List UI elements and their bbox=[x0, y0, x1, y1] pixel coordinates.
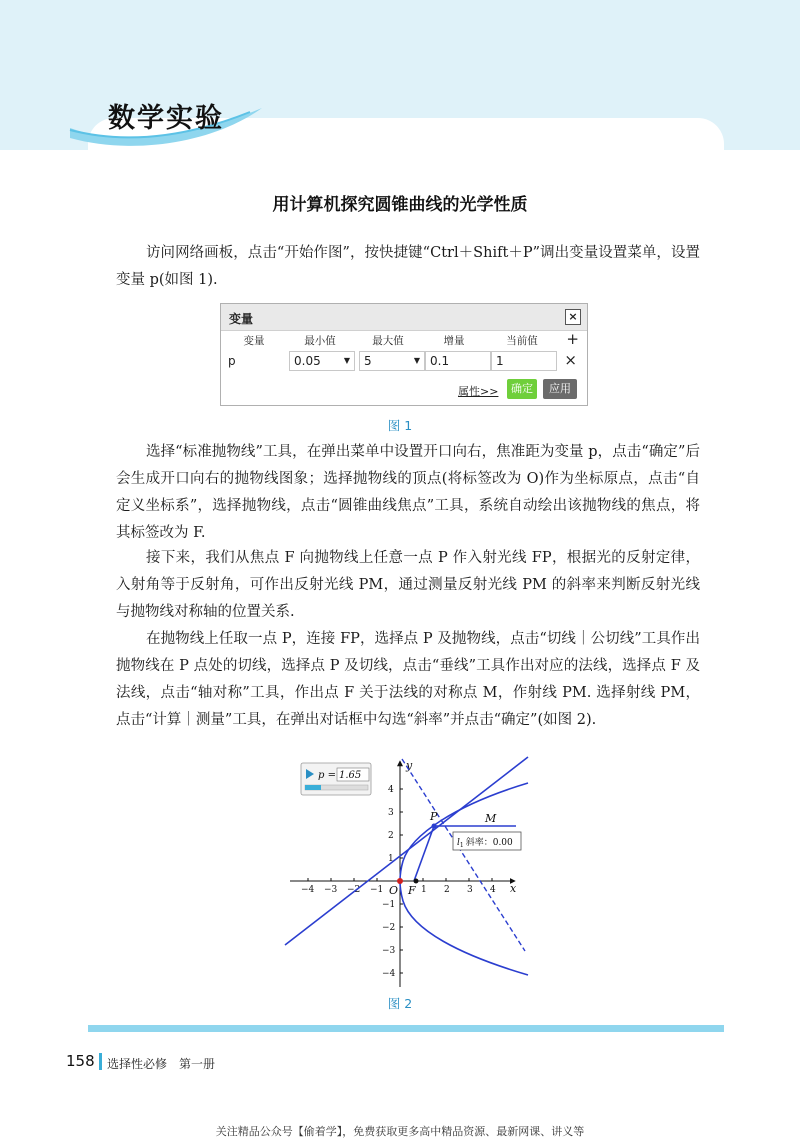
apply-button[interactable]: 应用 bbox=[543, 379, 577, 399]
delete-variable-button[interactable]: × bbox=[564, 351, 577, 369]
y-tick-label: 4 bbox=[388, 785, 394, 795]
point-m-label: M bbox=[485, 812, 497, 825]
x-tick-label: −1 bbox=[370, 885, 384, 895]
column-header-current: 当前值 bbox=[506, 335, 538, 347]
figure-1-caption: 图 1 bbox=[387, 418, 413, 433]
x-tick-label: 2 bbox=[444, 885, 450, 895]
variable-row bbox=[221, 348, 587, 374]
bottom-rule bbox=[88, 1025, 724, 1032]
y-tick-label: −4 bbox=[382, 969, 396, 979]
max-value-select[interactable] bbox=[359, 351, 425, 371]
dropdown-arrow-icon: ▼ bbox=[413, 356, 420, 365]
y-tick-label: −3 bbox=[382, 946, 396, 956]
dialog-header bbox=[221, 304, 587, 331]
point-p[interactable] bbox=[432, 824, 437, 829]
variable-name: p bbox=[223, 351, 287, 371]
dialog-close-button[interactable]: × bbox=[565, 309, 581, 325]
min-value-select[interactable] bbox=[289, 351, 355, 371]
focus-label: F bbox=[408, 884, 416, 897]
paragraph-1: 访问网络画板，点击“开始作图”，按快捷键“Ctrl＋Shift＋P”调出变量设置菜单，设置变量 p(如图 1). bbox=[116, 245, 700, 288]
y-axis-label: y bbox=[406, 759, 413, 772]
x-tick-label: −4 bbox=[301, 885, 315, 895]
min-value-text: 0.05 bbox=[294, 354, 321, 368]
x-tick-label: 4 bbox=[490, 885, 496, 895]
column-header-min: 最小值 bbox=[304, 335, 336, 347]
column-header-variable: 变量 bbox=[243, 335, 265, 347]
parabola-graph bbox=[270, 755, 535, 990]
x-tick-label: 1 bbox=[421, 885, 427, 895]
slope-line-name: l bbox=[457, 838, 460, 848]
add-variable-button[interactable]: + bbox=[566, 330, 579, 348]
x-axis-label: x bbox=[510, 882, 517, 895]
ok-button[interactable]: 确定 bbox=[507, 379, 537, 399]
attributes-link[interactable]: 属性>> bbox=[458, 385, 499, 398]
section-title: 用计算机探究圆锥曲线的光学性质 bbox=[272, 195, 528, 215]
y-tick-label: 2 bbox=[388, 831, 394, 841]
incident-ray-fp bbox=[414, 826, 434, 881]
footer-note: 关注精品公众号【偷着学】，免费获取更多高中精品资源、最新网课、讲义等 bbox=[215, 1125, 585, 1138]
x-tick-label: −3 bbox=[324, 885, 338, 895]
slider-value: 1.65 bbox=[339, 770, 362, 781]
origin-label: O bbox=[389, 884, 399, 897]
max-value-text: 5 bbox=[364, 354, 372, 368]
dialog-title: 变量 bbox=[229, 312, 254, 326]
page-number: 158 bbox=[66, 1052, 95, 1070]
x-tick-label: −2 bbox=[347, 885, 361, 895]
y-tick-label: 1 bbox=[388, 854, 394, 864]
current-value-input[interactable]: 1 bbox=[491, 351, 557, 371]
slope-measure-text bbox=[457, 836, 513, 849]
variable-dialog bbox=[220, 303, 588, 406]
dialog-column-headers bbox=[221, 331, 587, 347]
column-header-step: 增量 bbox=[443, 335, 465, 347]
y-tick-label: 3 bbox=[388, 808, 394, 818]
normal-line bbox=[402, 759, 525, 951]
chapter-header-title: 数学实验 bbox=[108, 103, 224, 134]
paragraph-4: 在抛物线上任取一点 P，连接 FP，选择点 P 及抛物线，点击“切线｜公切线”工具作出抛物线在 P 点处的切线，选择点 P 及切线，点击“垂线”工具作出对应的法线，选择点 F 及法线，点击“轴对称”工具，作出点 F 关于法线的对称点 M，作射线 PM. 选择射线 PM，点击“计算｜测量”工具，在弹出对话框中勾选“斜率”并点击“确定”(如图 2). bbox=[116, 631, 700, 728]
y-tick-label: −1 bbox=[382, 900, 396, 910]
paragraph-3: 接下来，我们从焦点 F 向抛物线上任意一点 P 作入射光线 FP，根据光的反射定律，入射角等于反射角，可作出反射光线 PM，通过测量反射光线 PM 的斜率来判断反射光线与抛物线对称轴的位置关系. bbox=[116, 550, 700, 620]
paragraph-2: 选择“标准抛物线”工具，在弹出菜单中设置开口向右，焦准距为变量 p，点击“确定”后会生成开口向右的抛物线图象；选择抛物线的顶点(将标签改为 O)作为坐标原点，点击“自定义坐标系”，选择抛物线，点击“圆锥曲线焦点”工具，系统自动绘出该抛物线的焦点，将其标签改为 F. bbox=[116, 444, 700, 541]
slider-fill bbox=[305, 785, 321, 790]
slider-label: p = bbox=[318, 770, 336, 781]
point-p-label: P bbox=[430, 810, 438, 823]
page-number-divider bbox=[99, 1053, 102, 1070]
y-tick-label: −2 bbox=[382, 923, 396, 933]
slope-value: 斜率：0.00 bbox=[465, 838, 513, 848]
column-header-max: 最大值 bbox=[372, 335, 404, 347]
parabola-curve bbox=[400, 783, 528, 975]
dropdown-arrow-icon: ▼ bbox=[343, 356, 350, 365]
book-title: 选择性必修 第一册 bbox=[107, 1057, 216, 1071]
point-focus[interactable] bbox=[414, 879, 419, 884]
figure-2-caption: 图 2 bbox=[387, 996, 413, 1011]
slope-line-subscript: 1 bbox=[459, 842, 464, 849]
step-input[interactable]: 0.1 bbox=[425, 351, 491, 371]
x-tick-label: 3 bbox=[467, 885, 473, 895]
